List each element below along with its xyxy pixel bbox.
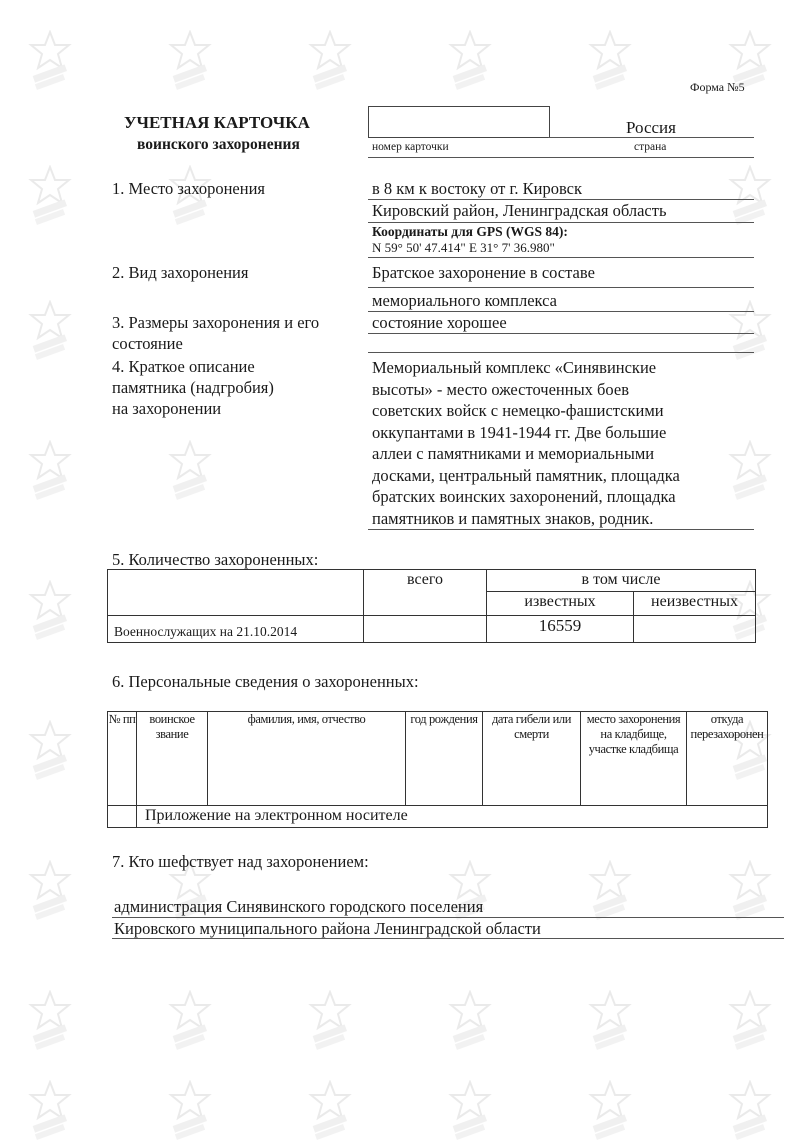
card-number-box[interactable] bbox=[368, 106, 550, 138]
star-logo-icon bbox=[585, 30, 635, 90]
count-unknown bbox=[634, 616, 756, 643]
star-logo-icon bbox=[25, 1080, 75, 1140]
star-logo-icon bbox=[445, 30, 495, 90]
col-birth-year: год рождения bbox=[406, 712, 483, 806]
card-subtitle: воинского захоронения bbox=[137, 136, 300, 153]
rule bbox=[368, 257, 754, 258]
rule bbox=[368, 222, 754, 223]
col-number: № пп bbox=[108, 712, 137, 806]
star-logo-icon bbox=[25, 720, 75, 780]
appendix-note: Приложение на электронном носителе bbox=[137, 806, 768, 828]
description-line: Мемориальный комплекс «Синявинские bbox=[372, 358, 657, 377]
star-logo-icon bbox=[25, 580, 75, 640]
star-logo-icon bbox=[725, 300, 775, 360]
count-total bbox=[364, 616, 487, 643]
star-logo-icon bbox=[305, 30, 355, 90]
section3-label-line1: 3. Размеры захоронения и его bbox=[112, 313, 320, 332]
description-line: памятников и памятных знаков, родник. bbox=[372, 508, 654, 528]
star-logo-icon bbox=[725, 440, 775, 500]
rule bbox=[112, 917, 784, 918]
rule bbox=[368, 311, 754, 312]
star-logo-icon bbox=[305, 990, 355, 1050]
star-logo-icon bbox=[165, 30, 215, 90]
col-death-date: дата гибели или смерти bbox=[483, 712, 581, 806]
star-logo-icon bbox=[725, 165, 775, 225]
country-label: страна bbox=[634, 141, 667, 153]
star-logo-icon bbox=[165, 1080, 215, 1140]
header-including: в том числе bbox=[487, 570, 756, 592]
star-logo-icon bbox=[25, 990, 75, 1050]
monument-description bbox=[372, 357, 680, 529]
star-logo-icon bbox=[585, 1080, 635, 1140]
rule bbox=[368, 333, 754, 334]
form-number: Форма №5 bbox=[690, 80, 745, 94]
rule bbox=[368, 529, 754, 530]
rule bbox=[368, 352, 754, 353]
burial-type-line1: Братское захоронение в составе bbox=[372, 263, 595, 282]
burial-condition: состояние хорошее bbox=[372, 313, 507, 332]
star-logo-icon bbox=[165, 990, 215, 1050]
card-number-label: номер карточки bbox=[372, 141, 449, 153]
section3-label-line2: состояние bbox=[112, 334, 183, 353]
table-cell bbox=[108, 806, 137, 828]
col-full-name: фамилия, имя, отчество bbox=[208, 712, 406, 806]
table-cell bbox=[108, 570, 364, 616]
burial-location-line1: в 8 км к востоку от г. Кировск bbox=[372, 179, 582, 198]
section4-label-line3: на захоронении bbox=[112, 399, 222, 418]
rule bbox=[368, 287, 754, 288]
star-logo-icon bbox=[165, 440, 215, 500]
star-logo-icon bbox=[305, 1080, 355, 1140]
section2-label: 2. Вид захоронения bbox=[112, 263, 249, 282]
star-logo-icon bbox=[725, 1080, 775, 1140]
rule bbox=[368, 199, 754, 200]
star-logo-icon bbox=[725, 860, 775, 920]
description-line: высоты» - место ожесточенных боев bbox=[372, 379, 629, 399]
rule bbox=[112, 938, 784, 939]
gps-coordinates: N 59° 50' 47.414" E 31° 7' 36.980" bbox=[372, 240, 555, 255]
header-unknown: неизвестных bbox=[634, 592, 756, 616]
star-logo-icon bbox=[25, 440, 75, 500]
star-logo-icon bbox=[25, 165, 75, 225]
star-logo-icon bbox=[725, 990, 775, 1050]
section7-heading: 7. Кто шефствует над захоронением: bbox=[112, 852, 369, 871]
country-value: Россия bbox=[626, 118, 676, 137]
star-logo-icon bbox=[25, 30, 75, 90]
gps-label: Координаты для GPS (WGS 84): bbox=[372, 224, 568, 239]
patron-line2: Кировского муниципального района Ленинградской области bbox=[114, 919, 541, 938]
row-label: Военнослужащих на 21.10.2014 bbox=[108, 616, 364, 643]
description-line: оккупантами в 1941-1944 гг. Две большие bbox=[372, 422, 667, 442]
star-logo-icon bbox=[445, 990, 495, 1050]
star-logo-icon bbox=[585, 860, 635, 920]
star-logo-icon bbox=[445, 1080, 495, 1140]
burial-count-table bbox=[107, 569, 756, 643]
section5-heading: 5. Количество захороненных: bbox=[112, 550, 319, 569]
card-title: УЧЕТНАЯ КАРТОЧКА bbox=[124, 113, 310, 132]
col-reburied-from: откуда перезахоронен bbox=[687, 712, 768, 806]
description-line: досками, центральный памятник, площадка bbox=[372, 465, 680, 485]
description-line: аллеи с памятниками и мемориальными bbox=[372, 444, 655, 463]
star-logo-icon bbox=[585, 990, 635, 1050]
burial-location-line2: Кировский район, Ленинградская область bbox=[372, 201, 667, 220]
star-logo-icon bbox=[25, 860, 75, 920]
star-logo-icon bbox=[25, 300, 75, 360]
description-line: советских войск с немецко-фашистскими bbox=[372, 401, 664, 420]
header-total: всего bbox=[364, 570, 487, 616]
rule bbox=[368, 157, 754, 158]
burial-type-line2: мемориального комплекса bbox=[372, 291, 557, 310]
col-burial-place: место захоронения на кладбище, участке кладбища bbox=[581, 712, 687, 806]
section4-label-line2: памятника (надгробия) bbox=[112, 378, 274, 397]
col-rank: воинское звание bbox=[137, 712, 208, 806]
count-known: 16559 bbox=[487, 616, 634, 643]
description-line: братских воинских захоронений, площадка bbox=[372, 487, 676, 506]
section1-label: 1. Место захоронения bbox=[112, 179, 265, 198]
section4-label-line1: 4. Краткое описание bbox=[112, 357, 255, 376]
personal-data-table bbox=[107, 711, 768, 828]
header-known: известных bbox=[487, 592, 634, 616]
section6-heading: 6. Персональные сведения о захороненных: bbox=[112, 672, 419, 691]
patron-line1: администрация Синявинского городского поселения bbox=[114, 897, 484, 916]
